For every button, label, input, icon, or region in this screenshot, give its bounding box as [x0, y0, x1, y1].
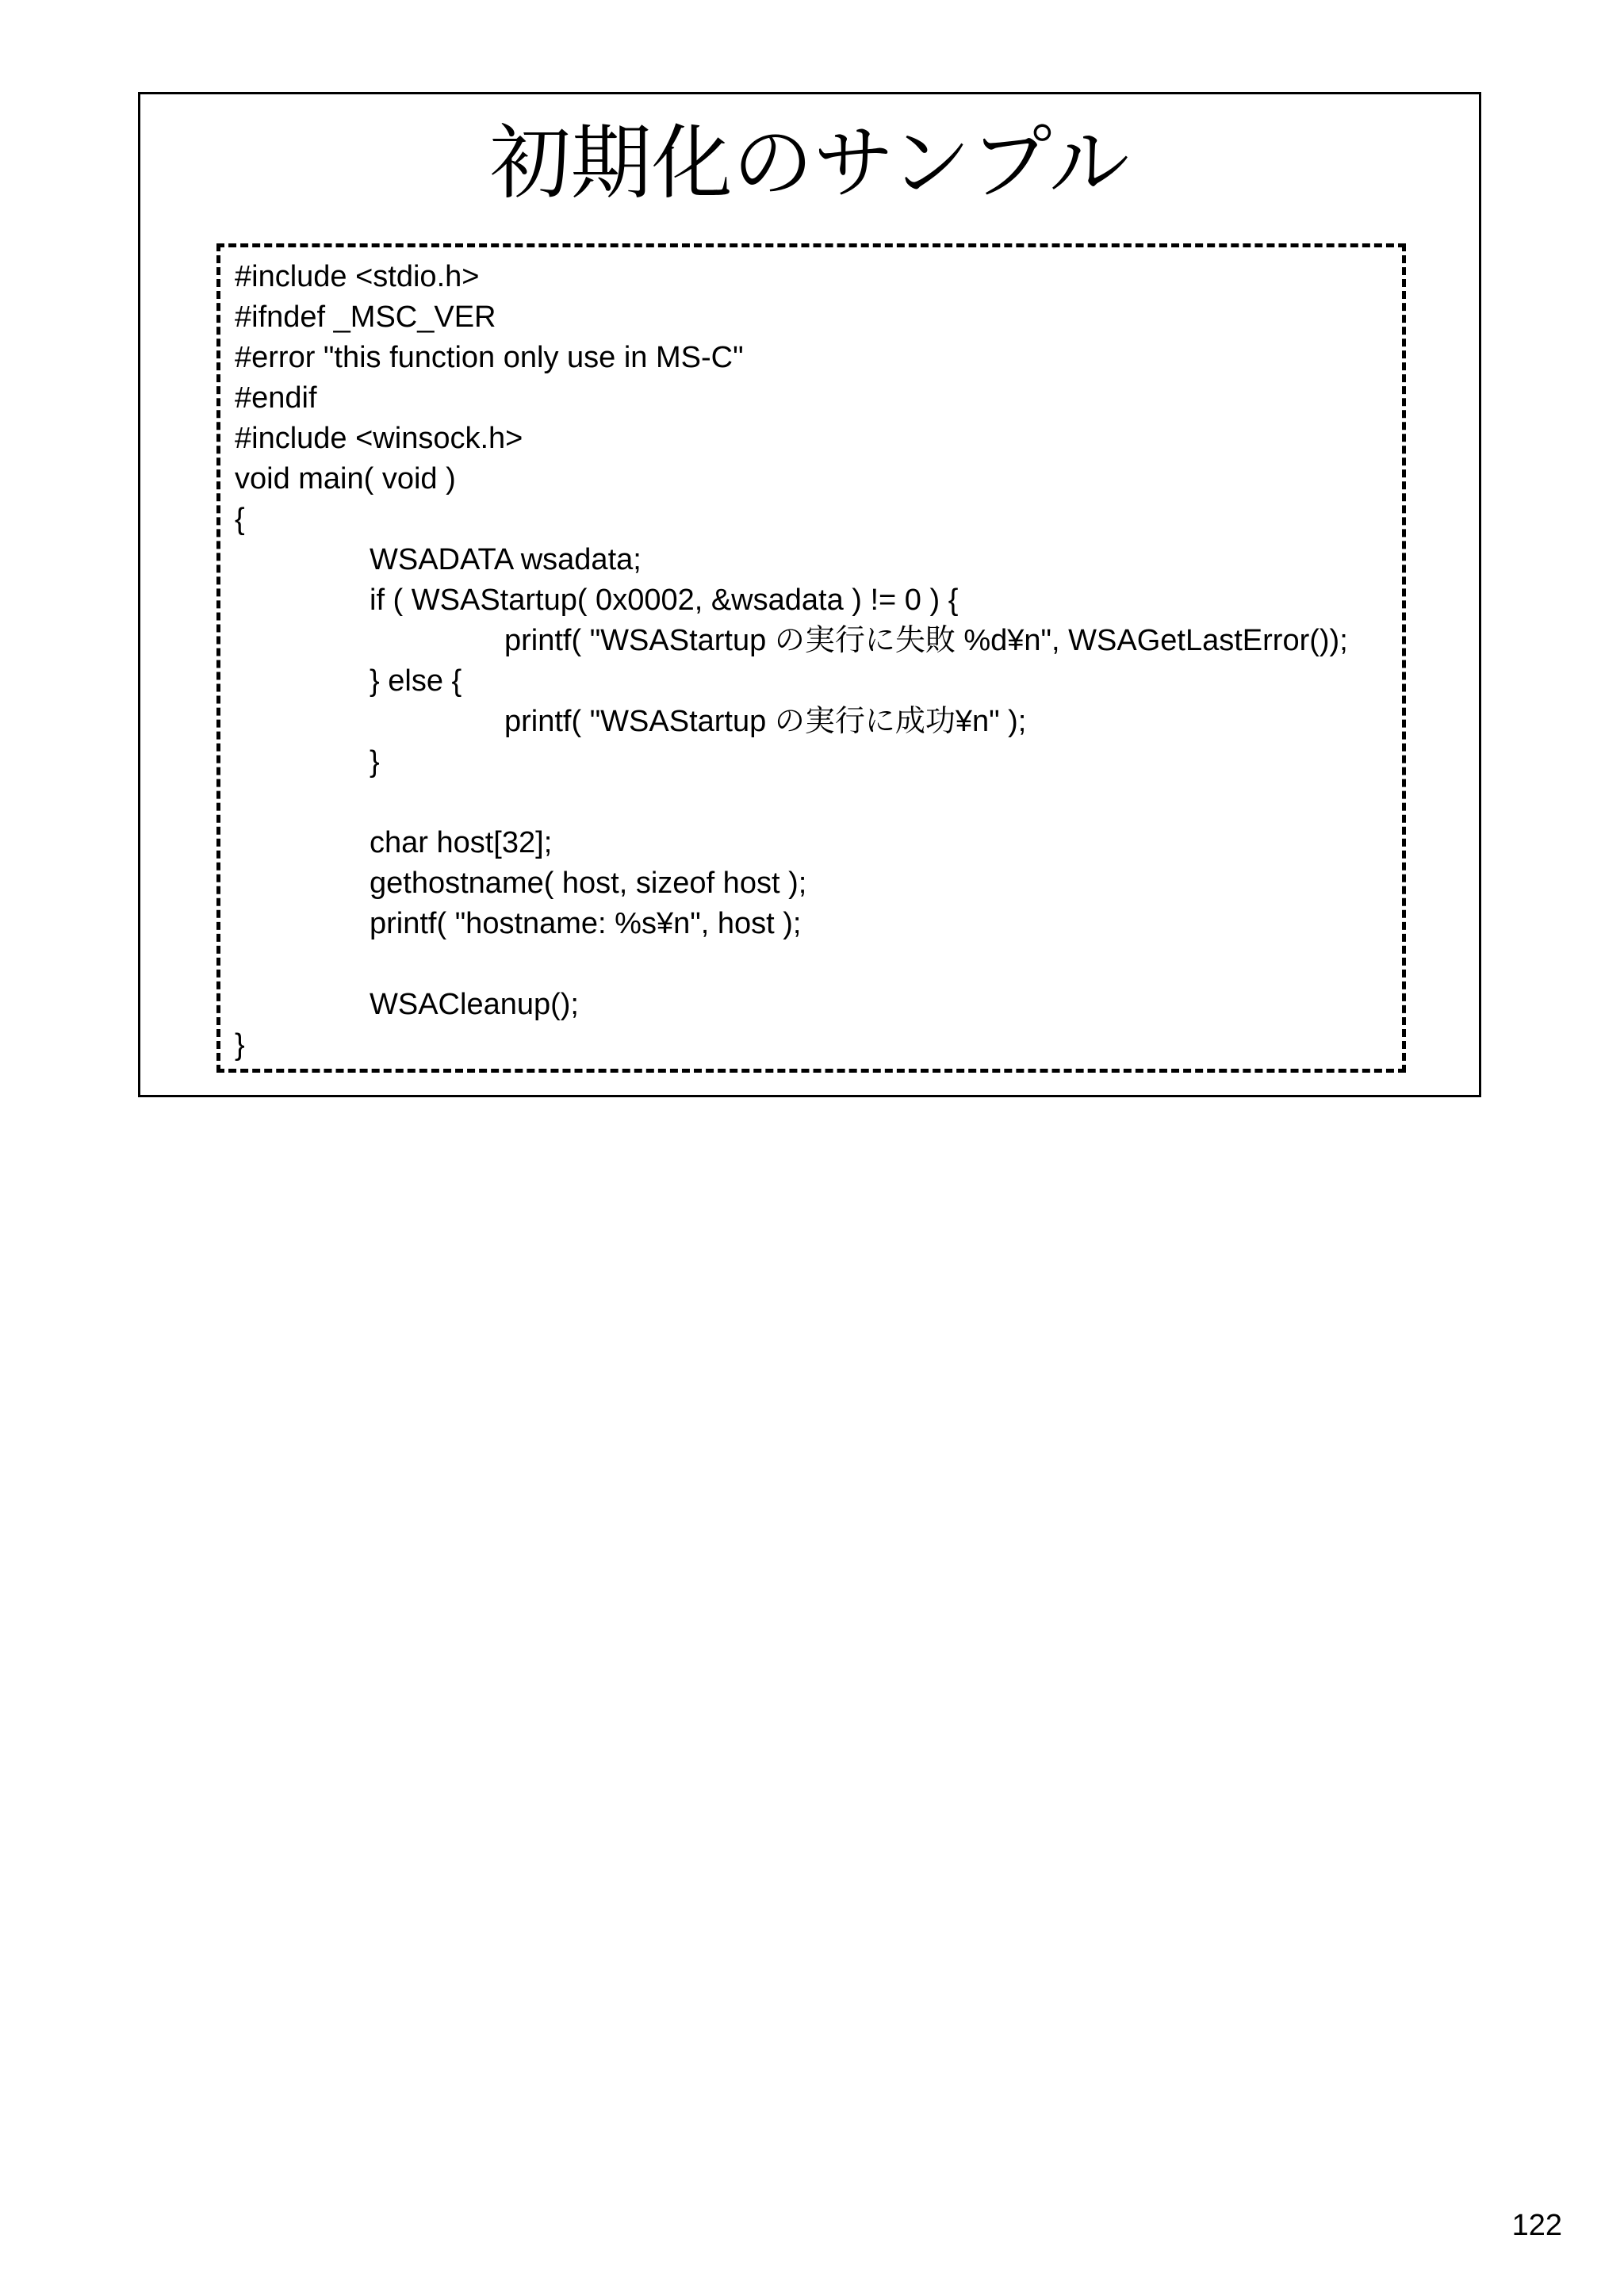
slide-frame [138, 92, 1481, 1097]
code-line: printf( "WSAStartup の実行に成功¥n" ); [504, 705, 1027, 738]
code-line: #ifndef _MSC_VER [235, 300, 496, 334]
code-line: #error "this function only use in MS-C" [235, 341, 744, 374]
code-line: void main( void ) [235, 462, 456, 496]
code-line: WSACleanup(); [370, 988, 579, 1021]
code-line: #include <winsock.h> [235, 422, 523, 455]
code-line: { [235, 503, 245, 536]
page-number: 122 [1511, 2209, 1562, 2242]
code-line: char host[32]; [370, 826, 553, 859]
code-line: } else { [370, 664, 462, 698]
code-line: printf( "hostname: %s¥n", host ); [370, 907, 802, 940]
code-line: if ( WSAStartup( 0x0002, &wsadata ) != 0 ) { [370, 584, 959, 617]
code-line: } [370, 745, 380, 779]
code-line: } [235, 1028, 245, 1062]
code-box [216, 243, 1406, 1073]
code-line [235, 783, 1348, 823]
code-line [235, 944, 1348, 985]
code-listing [235, 257, 1348, 1066]
code-line: WSADATA wsadata; [370, 543, 642, 576]
code-line: gethostname( host, sizeof host ); [370, 867, 807, 900]
code-line: printf( "WSAStartup の実行に失敗 %d¥n", WSAGetLastError()); [504, 624, 1348, 657]
slide-title: 初期化のサンプル [489, 117, 1130, 211]
code-line: #endif [235, 381, 317, 415]
code-line: #include <stdio.h> [235, 260, 480, 293]
